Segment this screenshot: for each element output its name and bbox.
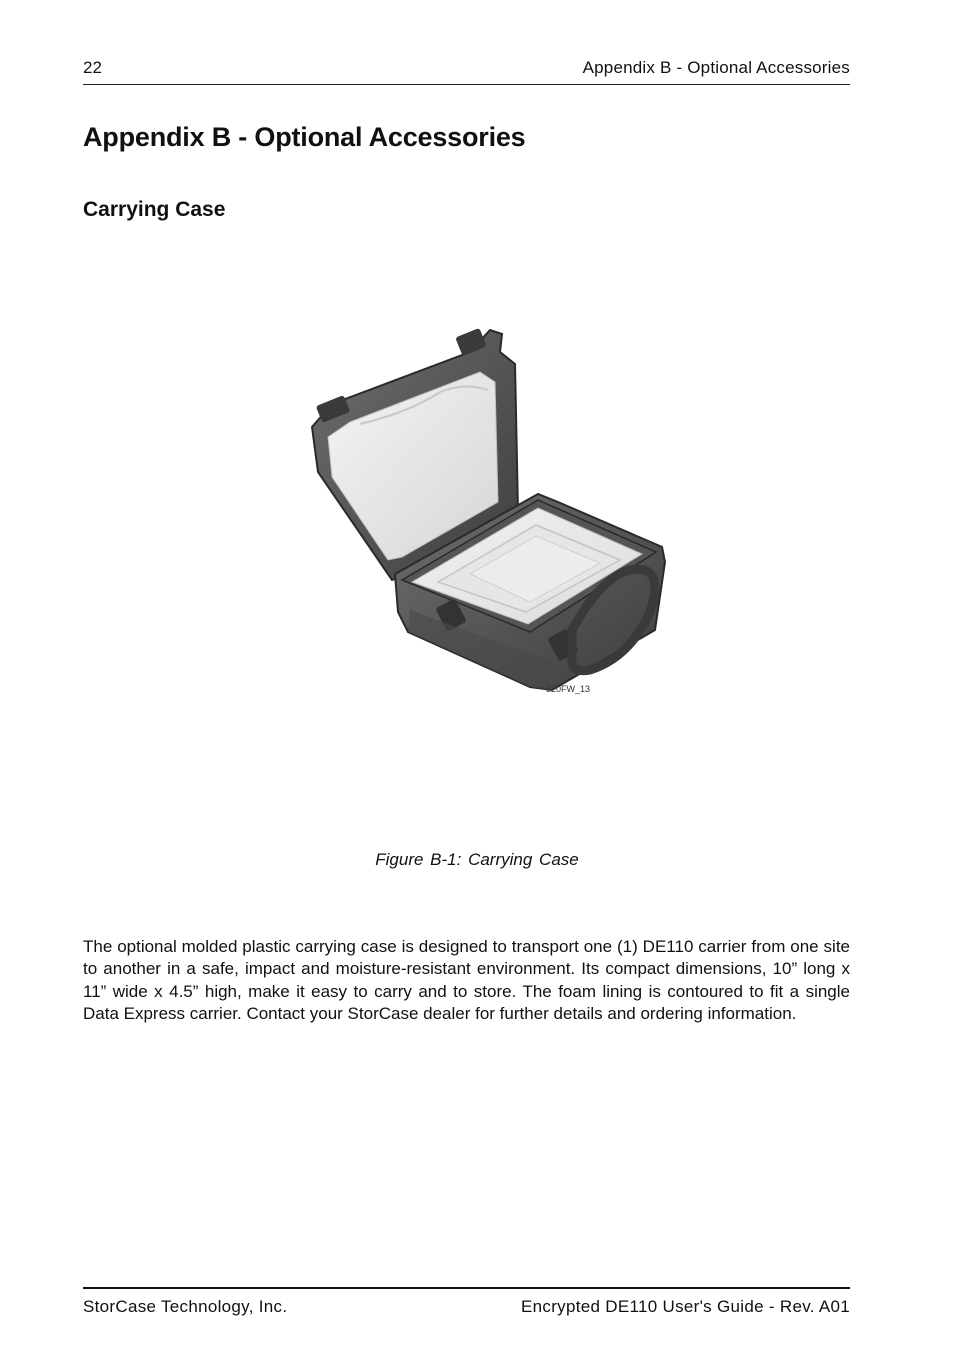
figure-code: 320FW_13 (546, 684, 591, 694)
running-title: Appendix B - Optional Accessories (582, 58, 850, 77)
footer-company: StorCase Technology, Inc. (83, 1297, 288, 1316)
page-header (83, 58, 850, 85)
figure-caption: Figure B-1: Carrying Case (375, 850, 579, 869)
carrying-case-photo (290, 312, 680, 707)
page-title: Appendix B - Optional Accessories (83, 122, 526, 152)
page-footer (83, 1287, 850, 1319)
section-heading: Carrying Case (83, 198, 226, 221)
body-paragraph: The optional molded plastic carrying case is designed to transport one (1) DE110 carrier from one site to another in a safe, impact and moisture-resistant environment. Its compact dimensions, 10” long x 11” wide x 4.5” high, make it easy to carry and to store. The foam lining is contoured to fit a single Data Express carrier. Contact your StorCase dealer for further details and ordering information. (83, 937, 850, 1024)
page-number: 22 (83, 58, 102, 77)
footer-doc-title: Encrypted DE110 User's Guide - Rev. A01 (521, 1297, 850, 1316)
carrying-case-illustration (290, 312, 680, 707)
